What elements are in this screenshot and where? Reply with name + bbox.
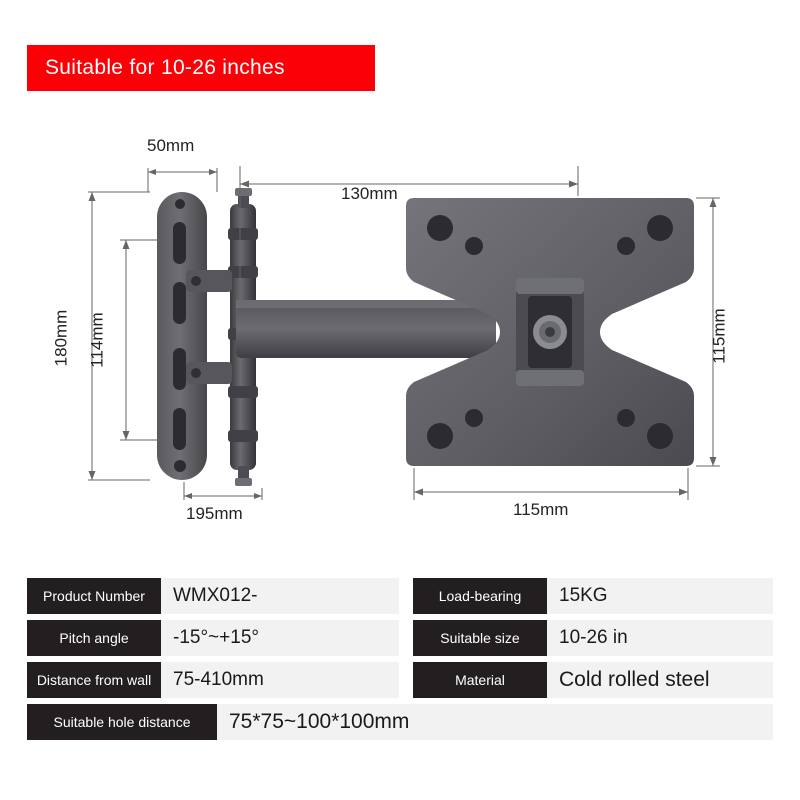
spec-value-pitch-angle: -15°~+15° xyxy=(161,620,399,656)
specification-table xyxy=(27,578,773,746)
dimension-115mm-horizontal: 115mm xyxy=(513,500,569,519)
spec-value-load-bearing: 15KG xyxy=(547,578,773,614)
dimension-50mm: 50mm xyxy=(147,136,195,155)
spec-value-suitable-size: 10-26 in xyxy=(547,620,773,656)
table-row xyxy=(27,704,773,740)
dimension-115mm-vertical: 115mm xyxy=(709,308,729,364)
spec-key-material: Material xyxy=(413,662,547,698)
banner-text: Suitable for 10-26 inches xyxy=(45,56,285,79)
suitability-banner xyxy=(27,45,375,91)
spec-key-product-number: Product Number xyxy=(27,578,161,614)
table-row xyxy=(27,662,773,698)
spec-key-suitable-size: Suitable size xyxy=(413,620,547,656)
table-row xyxy=(27,578,773,614)
tilt-block xyxy=(516,278,584,386)
spec-value-material: Cold rolled steel xyxy=(547,662,773,698)
wall-plate xyxy=(157,192,207,480)
extension-arm xyxy=(236,300,496,358)
spec-key-distance-from-wall: Distance from wall xyxy=(27,662,161,698)
spec-value-product-number: WMX012- xyxy=(161,578,399,614)
table-row xyxy=(27,620,773,656)
dimension-114mm: 114mm xyxy=(87,312,107,368)
dimension-195mm: 195mm xyxy=(186,504,243,523)
dimension-130mm: 130mm xyxy=(341,184,398,203)
spec-value-hole-distance: 75*75~100*100mm xyxy=(217,704,773,740)
dimension-180mm: 180mm xyxy=(51,309,71,367)
spec-key-pitch-angle: Pitch angle xyxy=(27,620,161,656)
spec-value-distance-from-wall: 75-410mm xyxy=(161,662,399,698)
product-diagram xyxy=(0,100,800,550)
spec-key-load-bearing: Load-bearing xyxy=(413,578,547,614)
bracket-drawing xyxy=(0,100,800,550)
spec-key-hole-distance: Suitable hole distance xyxy=(27,704,217,740)
